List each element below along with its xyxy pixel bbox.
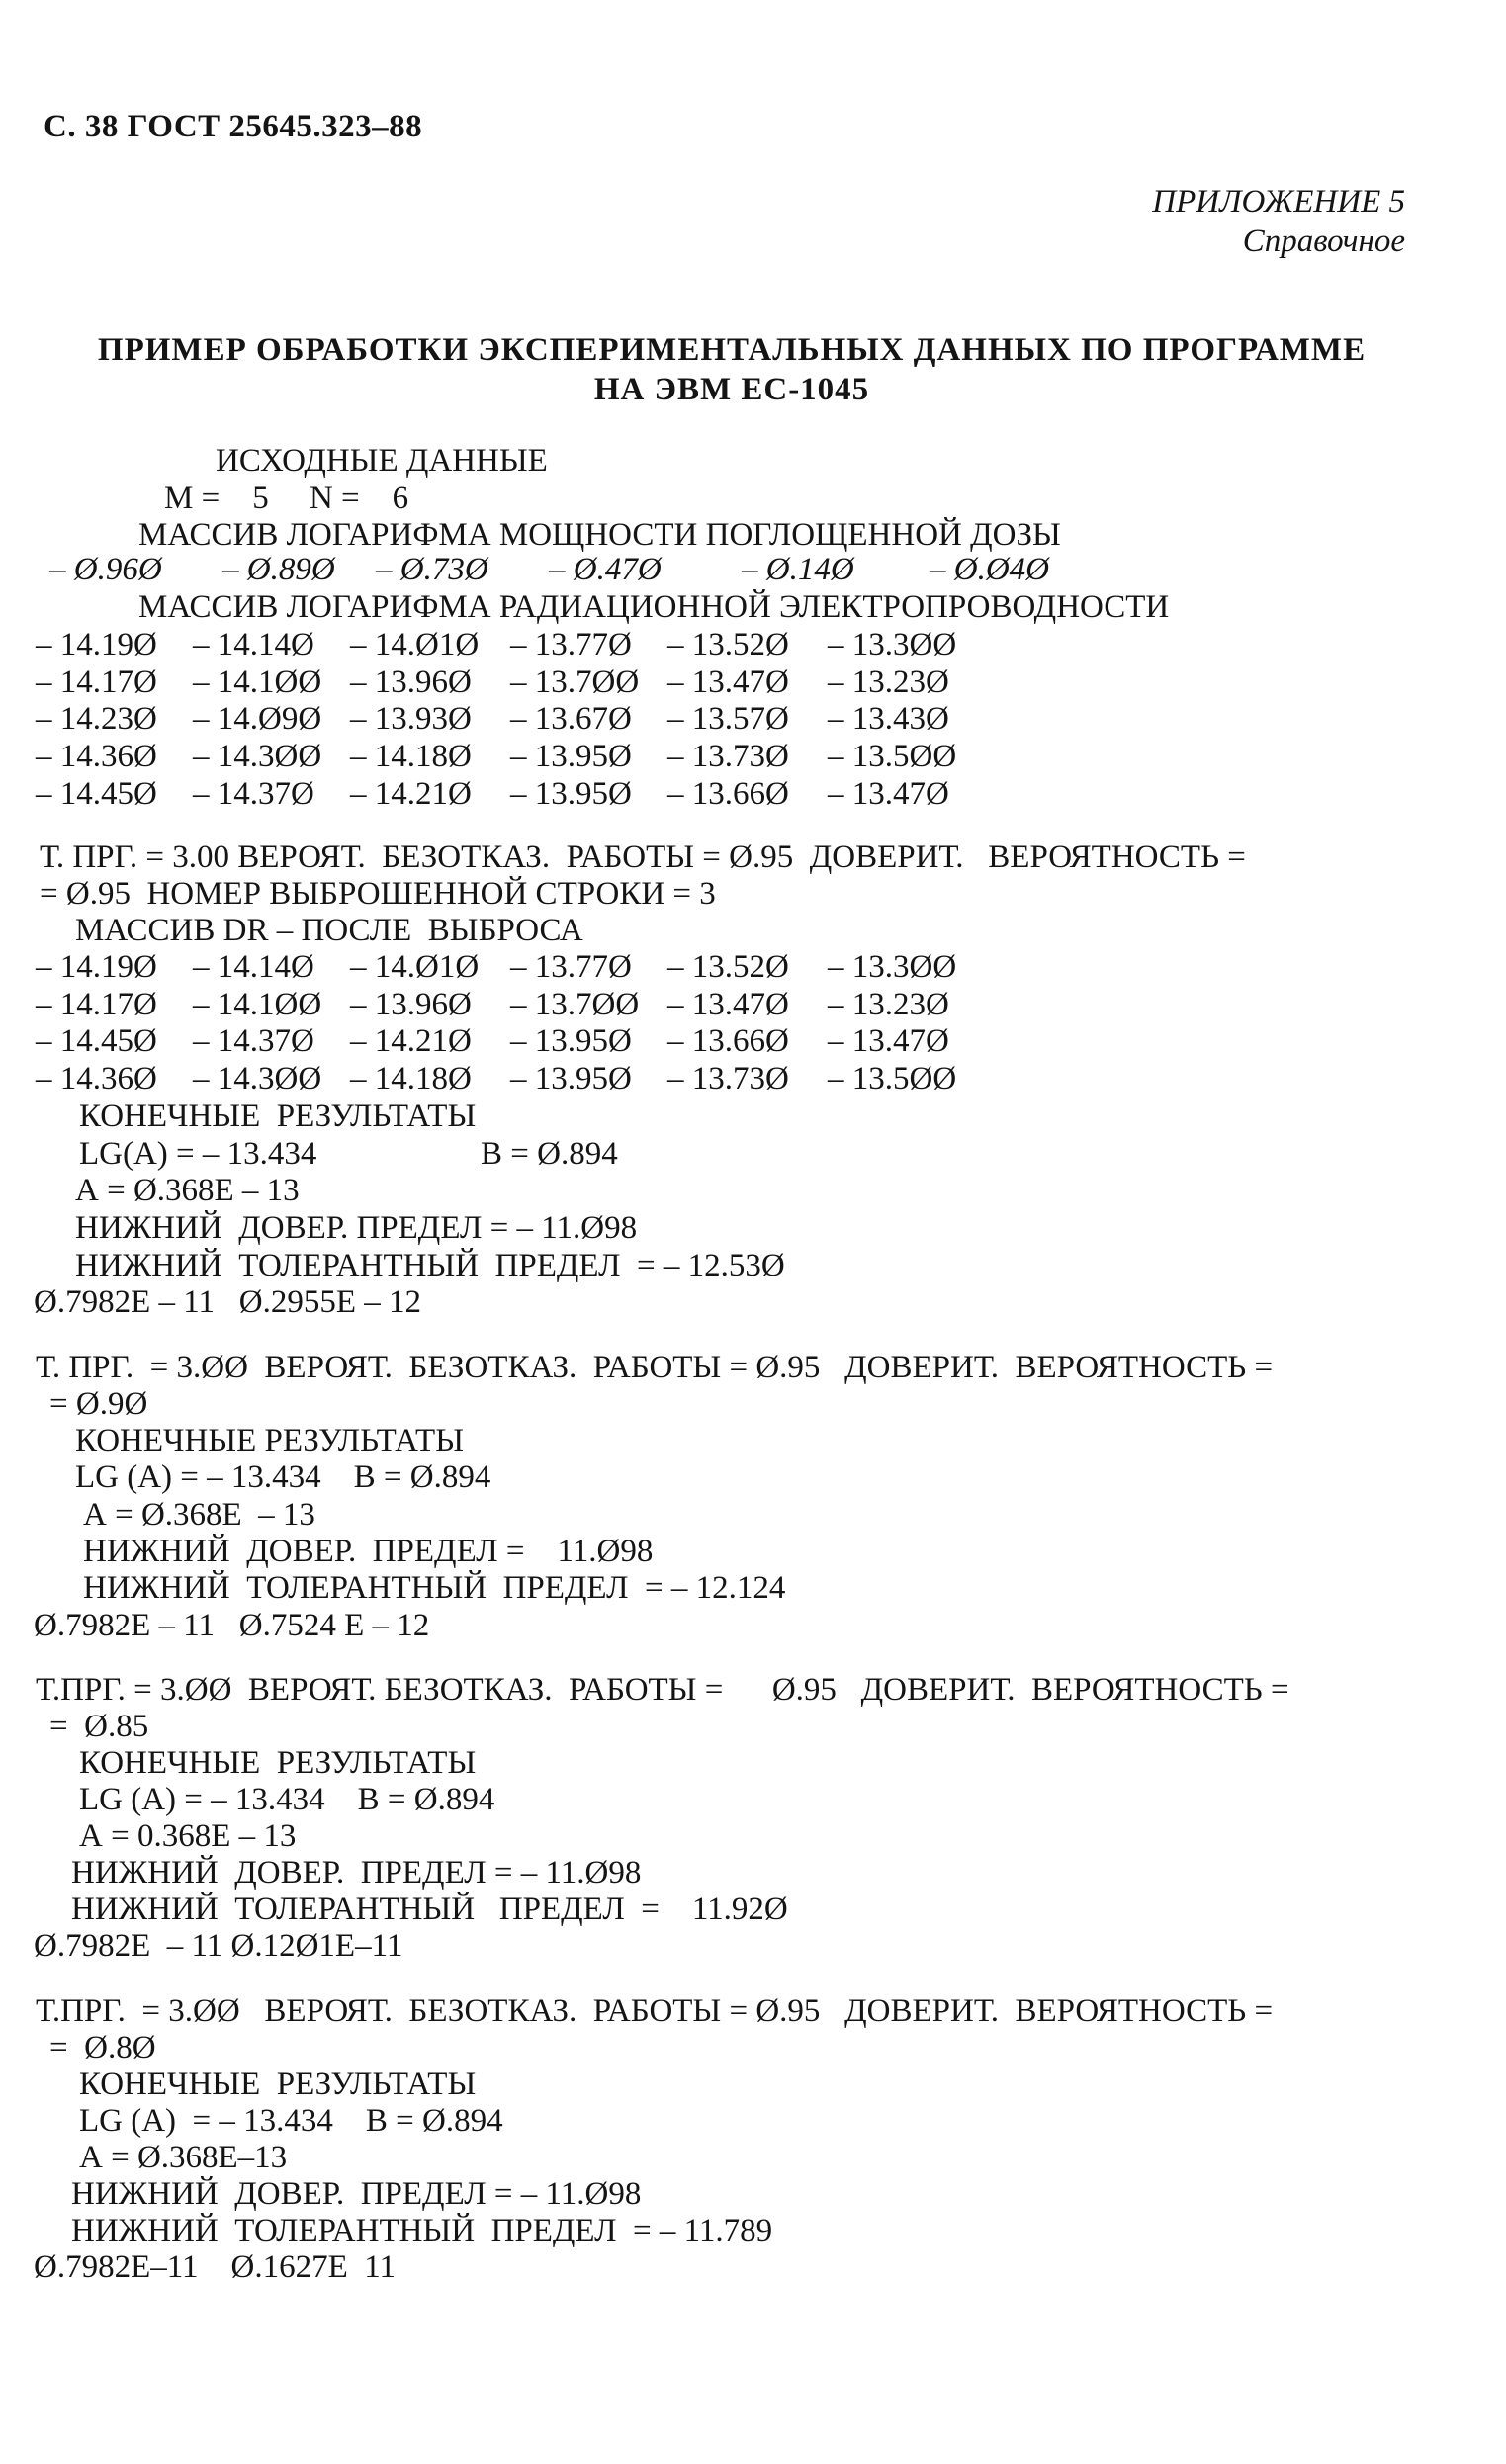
conductivity-heading: МАССИВ ЛОГАРИФМА РАДИАЦИОННОЙ ЭЛЕКТРОПРОВОДНОСТИ: [138, 589, 1170, 625]
table-cell: – 14.Ø1Ø: [350, 627, 480, 662]
table-cell: – 13.95Ø: [510, 1061, 632, 1097]
table-cell: – 14.Ø1Ø: [350, 949, 480, 985]
table-cell: – 13.95Ø: [510, 739, 632, 774]
table-cell: – 13.95Ø: [510, 1023, 632, 1059]
table-cell: – 14.36Ø: [36, 739, 157, 774]
table-cell: – 13.66Ø: [667, 1023, 789, 1059]
block1-params: Т. ПРГ. = 3.00 ВЕРОЯТ. БЕЗОТКАЗ. РАБОТЫ = Ø.95 ДОВЕРИТ. ВЕРОЯТНОСТЬ =: [40, 839, 1246, 875]
table-cell: – 14.17Ø: [36, 664, 157, 700]
table-cell: – 13.47Ø: [828, 1023, 949, 1059]
table-cell: – 14.14Ø: [193, 627, 314, 662]
table-cell: – 13.73Ø: [667, 1061, 789, 1097]
lg-a-value: LG(A) = – 13.434: [79, 1136, 317, 1172]
dose-row: [49, 551, 1137, 588]
table-cell: – 13.47Ø: [828, 776, 949, 812]
table-cell: – 14.3ØØ: [193, 1061, 322, 1097]
table-cell: – 13.47Ø: [667, 987, 789, 1022]
dose-value: – Ø.96Ø: [49, 552, 162, 587]
table-cell: – 14.18Ø: [350, 1061, 472, 1097]
final-results-heading: КОНЕЧНЫЕ РЕЗУЛЬТАТЫ: [79, 2067, 477, 2102]
table-cell: – 14.18Ø: [350, 739, 472, 774]
dr-heading: МАССИВ DR – ПОСЛЕ ВЫБРОСА: [75, 913, 583, 948]
input-m-n: М = 5 N = 6: [164, 481, 409, 516]
table-cell: – 13.57Ø: [667, 701, 789, 737]
result-values: Ø.7982Е – 11 Ø.2955Е – 12: [34, 1284, 422, 1320]
lower-confidence-limit: НИЖНИЙ ДОВЕР. ПРЕДЕЛ = 11.Ø98: [83, 1534, 654, 1569]
table-cell: – 14.37Ø: [193, 1023, 314, 1059]
block2-params-cont: = Ø.9Ø: [49, 1386, 148, 1422]
input-heading: ИСХОДНЫЕ ДАННЫЕ: [216, 443, 548, 479]
appendix-title: ПРИЛОЖЕНИЕ 5: [1152, 184, 1405, 220]
page-reference: С. 38 ГОСТ 25645.323–88: [44, 109, 423, 144]
table-cell: – 14.21Ø: [350, 1023, 472, 1059]
lg-a-b-values: LG (A) = – 13.434 В = Ø.894: [75, 1459, 491, 1495]
block3-params-cont: = Ø.85: [49, 1709, 149, 1744]
table-cell: – 13.52Ø: [667, 627, 789, 662]
table-cell: – 13.95Ø: [510, 776, 632, 812]
title-line-2: НА ЭВМ ЕС-1045: [593, 372, 870, 407]
table-cell: – 14.45Ø: [36, 1023, 157, 1059]
table-cell: – 14.37Ø: [193, 776, 314, 812]
dr-row: [36, 948, 985, 986]
table-cell: – 13.73Ø: [667, 739, 789, 774]
table-cell: – 13.66Ø: [667, 776, 789, 812]
result-values: Ø.7982Е – 11 Ø.12Ø1Е–11: [34, 1928, 403, 1964]
dr-row: [36, 1022, 985, 1060]
lower-tolerance-limit: НИЖНИЙ ТОЛЕРАНТНЫЙ ПРЕДЕЛ = 11.92Ø: [71, 1892, 788, 1927]
table-cell: – 14.3ØØ: [193, 739, 322, 774]
lower-tolerance-limit: НИЖНИЙ ТОЛЕРАНТНЫЙ ПРЕДЕЛ = – 12.53Ø: [75, 1248, 785, 1283]
table-cell: – 14.36Ø: [36, 1061, 157, 1097]
lower-confidence-limit: НИЖНИЙ ДОВЕР. ПРЕДЕЛ = – 11.Ø98: [75, 1210, 638, 1246]
table-cell: – 14.23Ø: [36, 701, 157, 737]
table-cell: – 13.7ØØ: [510, 987, 640, 1022]
table-cell: – 14.14Ø: [193, 949, 314, 985]
table-cell: – 14.21Ø: [350, 776, 472, 812]
conductivity-row: [36, 626, 985, 663]
table-cell: – 14.Ø9Ø: [193, 701, 322, 737]
dose-value: – Ø.89Ø: [222, 552, 335, 587]
dose-value: – Ø.73Ø: [376, 552, 488, 587]
table-cell: – 13.5ØØ: [828, 1061, 957, 1097]
b-value: В = Ø.894: [481, 1136, 618, 1172]
table-cell: – 13.77Ø: [510, 949, 632, 985]
lower-confidence-limit: НИЖНИЙ ДОВЕР. ПРЕДЕЛ = – 11.Ø98: [71, 2176, 642, 2212]
conductivity-row: [36, 775, 985, 813]
block3-params: Т.ПРГ. = 3.ØØ ВЕРОЯТ. БЕЗОТКАЗ. РАБОТЫ = Ø.95 ДОВЕРИТ. ВЕРОЯТНОСТЬ =: [36, 1672, 1289, 1708]
table-cell: – 14.1ØØ: [193, 664, 322, 700]
table-cell: – 14.1ØØ: [193, 987, 322, 1022]
dr-row: [36, 986, 985, 1023]
title-line-1: ПРИМЕР ОБРАБОТКИ ЭКСПЕРИМЕНТАЛЬНЫХ ДАННЫХ ПО ПРОГРАММЕ: [97, 332, 1367, 368]
table-cell: – 14.45Ø: [36, 776, 157, 812]
document-title: [69, 330, 1394, 409]
table-cell: – 13.7ØØ: [510, 664, 640, 700]
conductivity-row: [36, 700, 985, 738]
table-cell: – 13.3ØØ: [828, 949, 957, 985]
dr-row: [36, 1060, 985, 1098]
a-value: А = Ø.368Е–13: [79, 2140, 288, 2175]
lower-confidence-limit: НИЖНИЙ ДОВЕР. ПРЕДЕЛ = – 11.Ø98: [71, 1855, 642, 1891]
table-cell: – 13.96Ø: [350, 664, 472, 700]
a-value: А = Ø.368Е – 13: [83, 1497, 315, 1533]
table-cell: – 13.52Ø: [667, 949, 789, 985]
lower-tolerance-limit: НИЖНИЙ ТОЛЕРАНТНЫЙ ПРЕДЕЛ = – 11.789: [71, 2213, 773, 2248]
conductivity-row: [36, 663, 985, 701]
table-cell: – 13.47Ø: [667, 664, 789, 700]
lower-tolerance-limit: НИЖНИЙ ТОЛЕРАНТНЫЙ ПРЕДЕЛ = – 12.124: [83, 1570, 786, 1606]
table-cell: – 13.5ØØ: [828, 739, 957, 774]
result-values: Ø.7982Е – 11 Ø.7524 Е – 12: [34, 1608, 430, 1643]
final-results-heading: КОНЕЧНЫЕ РЕЗУЛЬТАТЫ: [79, 1745, 477, 1781]
table-cell: – 14.19Ø: [36, 949, 157, 985]
table-cell: – 13.23Ø: [828, 987, 949, 1022]
appendix-subtitle: Справочное: [1242, 223, 1405, 259]
final-results-heading: КОНЕЧНЫЕ РЕЗУЛЬТАТЫ: [79, 1099, 477, 1134]
a-value: А = Ø.368Е – 13: [75, 1173, 300, 1208]
dose-value: – Ø.Ø4Ø: [930, 552, 1049, 587]
block4-params: Т.ПРГ. = 3.ØØ ВЕРОЯТ. БЕЗОТКАЗ. РАБОТЫ = Ø.95 ДОВЕРИТ. ВЕРОЯТНОСТЬ =: [36, 1993, 1274, 2029]
table-cell: – 13.96Ø: [350, 987, 472, 1022]
lg-a-b-values: LG (A) = – 13.434 В = Ø.894: [79, 2103, 503, 2139]
dose-heading: МАССИВ ЛОГАРИФМА МОЩНОСТИ ПОГЛОЩЕННОЙ ДОЗЫ: [138, 517, 1061, 553]
a-value: А = 0.368Е – 13: [79, 1818, 297, 1854]
table-cell: – 13.67Ø: [510, 701, 632, 737]
block1-params-cont: = Ø.95 НОМЕР ВЫБРОШЕННОЙ СТРОКИ = 3: [40, 876, 716, 912]
conductivity-row: [36, 738, 985, 775]
block4-params-cont: = Ø.8Ø: [49, 2030, 156, 2066]
dose-value: – Ø.14Ø: [742, 552, 854, 587]
result-values: Ø.7982Е–11 Ø.1627Е 11: [34, 2249, 397, 2285]
appendix-label: [1152, 182, 1405, 261]
table-cell: – 14.19Ø: [36, 627, 157, 662]
table-cell: – 13.23Ø: [828, 664, 949, 700]
table-cell: – 13.3ØØ: [828, 627, 957, 662]
table-cell: – 13.43Ø: [828, 701, 949, 737]
lg-a-b-values: LG (A) = – 13.434 В = Ø.894: [79, 1782, 495, 1817]
table-cell: – 13.93Ø: [350, 701, 472, 737]
table-cell: – 13.77Ø: [510, 627, 632, 662]
table-cell: – 14.17Ø: [36, 987, 157, 1022]
final-results-heading: КОНЕЧНЫЕ РЕЗУЛЬТАТЫ: [75, 1423, 464, 1458]
dose-value: – Ø.47Ø: [549, 552, 662, 587]
block2-params: Т. ПРГ. = 3.ØØ ВЕРОЯТ. БЕЗОТКАЗ. РАБОТЫ = Ø.95 ДОВЕРИТ. ВЕРОЯТНОСТЬ =: [36, 1350, 1274, 1385]
